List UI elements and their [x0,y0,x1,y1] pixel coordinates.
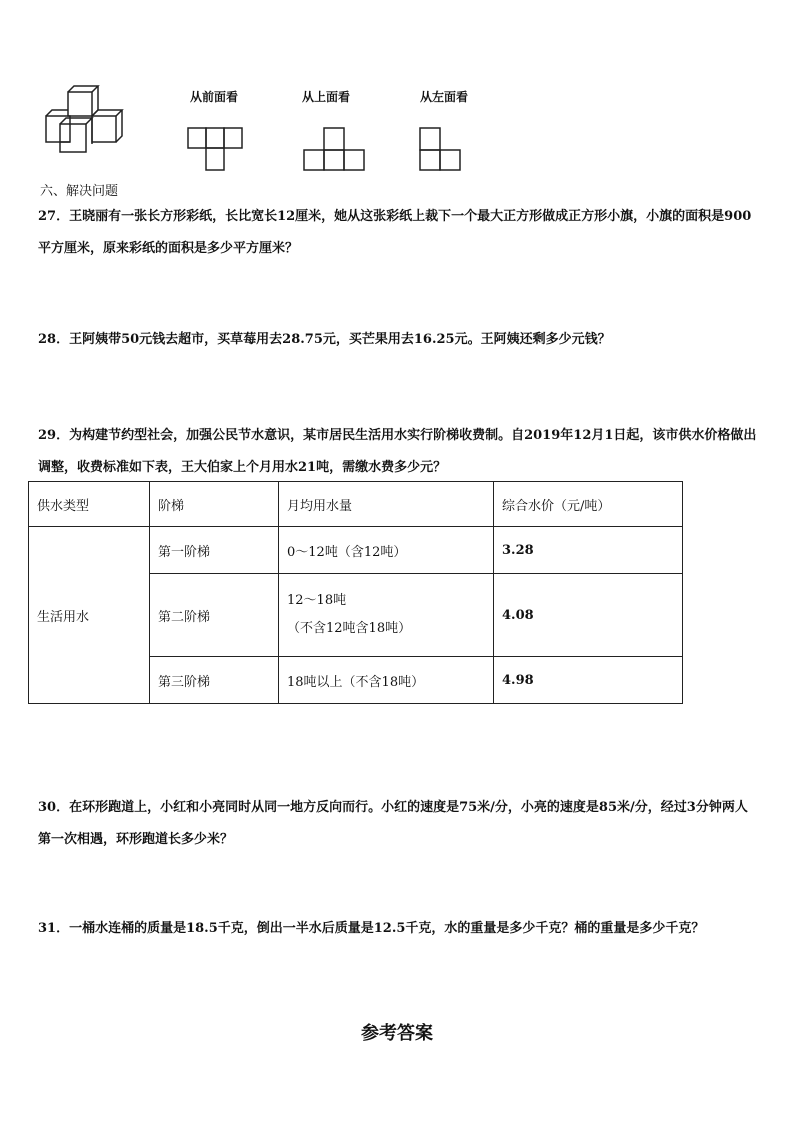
price-cell: 4.98 [494,657,683,704]
question-29: 29．为构建节约型社会，加强公民节水意识，某市居民生活用水实行阶梯收费制。自2019年12月1日起，该市供水价格做出调整，收费标准如下表，王大伯家上个月用水21吨，需缴水费多少元？ [38,428,757,475]
usage-cell: 18吨以上（不含18吨） [279,657,494,704]
water-type-cell: 生活用水 [29,527,150,704]
usage-cell: 0～12吨（含12吨） [279,527,494,574]
tier-cell: 第二阶梯 [150,574,279,657]
tier-cell: 第三阶梯 [150,657,279,704]
water-fee-table [28,481,683,704]
table-header-row [29,482,683,527]
left-view-figure [418,126,468,174]
header-tier: 阶梯 [150,482,279,527]
usage-line-1: 12～18吨 [287,593,347,608]
top-view-label: 从上面看 [302,90,351,104]
question-30: 30．在环形跑道上，小红和小亮同时从同一地方反向而行。小红的速度是75米/分，小亮的速度是85米/分，经过3分钟两人第一次相遇，环形跑道长多少米？ [38,800,748,847]
usage-line-2: （不含12吨含18吨） [287,621,412,636]
question-31: 31．一桶水连桶的质量是18.5千克，倒出一半水后质量是12.5千克，水的重量是多少千克？桶的重量是多少千克？ [38,921,705,936]
tier-cell: 第一阶梯 [150,527,279,574]
front-view-label: 从前面看 [190,90,239,104]
price-cell: 4.08 [494,574,683,657]
answer-title: 参考答案 [361,1023,433,1044]
top-view-figure [302,126,368,174]
header-usage: 月均用水量 [279,482,494,527]
question-28: 28．王阿姨带50元钱去超市，买草莓用去28.75元，买芒果用去16.25元。王阿姨还剩多少元钱？ [38,332,611,347]
section-title: 六、解决问题 [40,184,119,199]
price-cell: 3.28 [494,527,683,574]
header-type: 供水类型 [29,482,150,527]
front-view-figure [186,126,246,174]
cube-stack-figure [40,84,130,159]
left-view-label: 从左面看 [420,90,469,104]
table-row [29,527,683,574]
usage-cell [279,574,494,657]
header-price: 综合水价（元/吨） [494,482,683,527]
question-27: 27．王晓丽有一张长方形彩纸，长比宽长12厘米，她从这张彩纸上裁下一个最大正方形做成正方形小旗，小旗的面积是900平方厘米，原来彩纸的面积是多少平方厘米？ [38,209,752,256]
